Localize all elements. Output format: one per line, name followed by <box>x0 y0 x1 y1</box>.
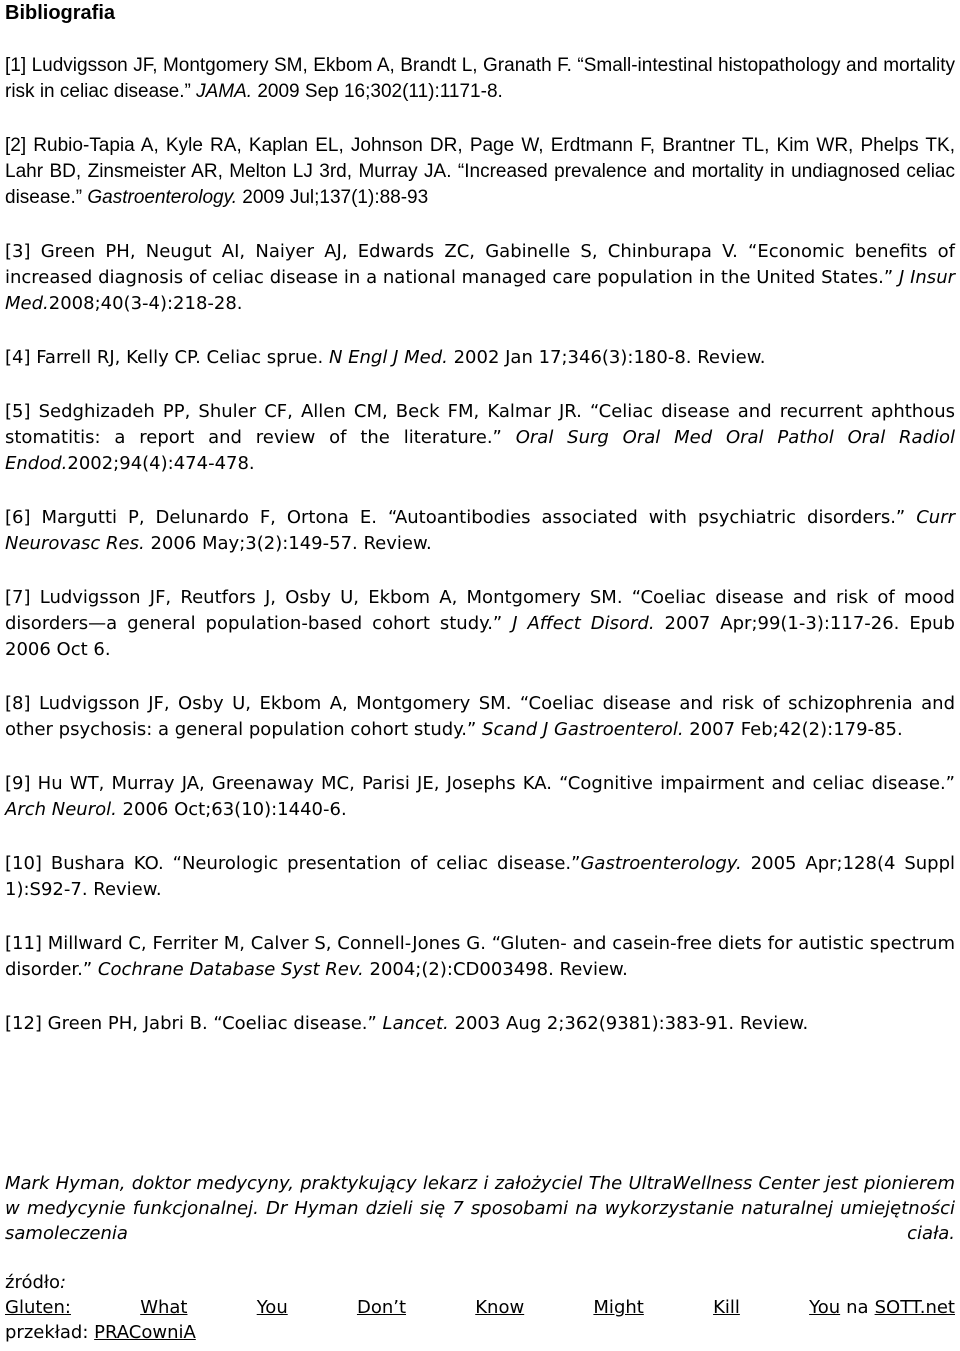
reference-item <box>5 691 955 743</box>
journal-name: Scand J Gastroenterol. <box>482 719 684 740</box>
journal-name: Curr Neurovasc Res. <box>5 507 955 554</box>
source-title-word: Kill <box>713 1297 740 1318</box>
reference-text: 2006 May;3(2):149-57. Review. <box>144 533 432 554</box>
reference-item <box>5 771 955 823</box>
source-label-text: źródło <box>5 1272 61 1293</box>
reference-text: 2007 Feb;42(2):179-85. <box>683 719 903 740</box>
translation-label: przekład: <box>5 1322 89 1343</box>
reference-text: [6] Margutti P, Delunardo F, Ortona E. “Autoantibodies associated with psychiatric disorders.” <box>5 507 917 528</box>
reference-text: [12] Green PH, Jabri B. “Coeliac disease.” <box>5 1013 383 1034</box>
source-title-word: Know <box>475 1297 525 1318</box>
reference-text: [10] Bushara KO. “Neurologic presentation of celiac disease.” <box>5 853 581 874</box>
reference-item <box>5 133 955 211</box>
reference-item <box>5 399 955 477</box>
reference-text: 2002;94(4):474-478. <box>67 453 255 474</box>
source-article-link[interactable] <box>5 1295 840 1320</box>
reference-text: 2006 Oct;63(10):1440-6. <box>116 799 347 820</box>
reference-text: [2] Rubio-Tapia A, Kyle RA, Kaplan EL, Johnson DR, Page W, Erdtmann F, Brantner TL, Kim WR, Phelps TK, Lahr BD, Zinsmeister AR, Melton LJ 3rd, Murray JA. “Increased prevalence and mortality in undiagnosed celiac disease.” <box>5 135 955 208</box>
journal-name: Gastroenterology. <box>580 853 742 874</box>
reference-item <box>5 585 955 663</box>
journal-name: Cochrane Database Syst Rev. <box>97 959 364 980</box>
reference-item <box>5 851 955 903</box>
reference-text: 2009 Jul;137(1):88-93 <box>237 187 429 208</box>
reference-item <box>5 931 955 983</box>
reference-text: [11] Millward C, Ferriter M, Calver S, Connell-Jones G. “Gluten- and casein-free diets for autistic spectrum disorder.” <box>5 933 955 980</box>
reference-item <box>5 239 955 317</box>
source-title-word: Gluten: <box>5 1297 71 1318</box>
source-title-word: What <box>140 1297 188 1318</box>
reference-text: [4] Farrell RJ, Kelly CP. Celiac sprue. <box>5 347 329 368</box>
journal-name: N Engl J Med. <box>328 347 448 368</box>
reference-text: 2003 Aug 2;362(9381):383-91. Review. <box>448 1013 809 1034</box>
reference-text: 2009 Sep 16;302(11):1171-8. <box>252 81 503 102</box>
reference-item <box>5 345 955 371</box>
journal-name: Arch Neurol. <box>5 799 117 820</box>
reference-text: 2005 Apr;128(4 Suppl 1):S92-7. Review. <box>5 853 956 900</box>
reference-text: 2008;40(3-4):218-28. <box>48 293 243 314</box>
reference-text: 2004;(2):CD003498. Review. <box>363 959 628 980</box>
reference-text: [1] Ludvigsson JF, Montgomery SM, Ekbom A, Brandt L, Granath F. “Small-intestinal histopathology and mortality risk in celiac disease.” <box>5 55 955 102</box>
reference-item <box>5 1011 955 1037</box>
journal-name: Gastroenterology. <box>87 187 237 208</box>
reference-text: 2002 Jan 17;346(3):180-8. Review. <box>447 347 766 368</box>
reference-text: 2007 Apr;99(1-3):117-26. Epub 2006 Oct 6. <box>5 613 955 660</box>
journal-name: J Affect Disord. <box>512 613 655 634</box>
journal-name: Oral Surg Oral Med Oral Pathol Oral Radiol Endod. <box>5 427 956 474</box>
journal-name: JAMA. <box>196 81 253 102</box>
source-site-link[interactable]: SOTT.net <box>874 1297 955 1318</box>
reference-text: [5] Sedghizadeh PP, Shuler CF, Allen CM, Beck FM, Kalmar JR. “Celiac disease and recurrent aphthous stomatitis: a report and review of the literature.” <box>5 401 955 448</box>
reference-text: [9] Hu WT, Murray JA, Greenaway MC, Parisi JE, Josephs KA. “Cognitive impairment and celiac disease.” <box>5 773 955 794</box>
source-title-word: You <box>809 1297 841 1318</box>
reference-list <box>5 53 955 1065</box>
reference-text: [3] Green PH, Neugut AI, Naiyer AJ, Edwards ZC, Gabinelle S, Chinburapa V. “Economic benefits of increased diagnosis of celiac disease in a national managed care population in the United States.” <box>5 241 955 288</box>
source-block <box>5 1270 955 1345</box>
journal-name: J Insur Med. <box>5 267 955 314</box>
reference-text: [7] Ludvigsson JF, Reutfors J, Osby U, Ekbom A, Montgomery SM. “Coeliac disease and risk of mood disorders—a general population-based cohort study.” <box>5 587 955 634</box>
source-title-word: Don’t <box>356 1297 407 1318</box>
source-title-word: Might <box>593 1297 644 1318</box>
source-line <box>5 1295 955 1320</box>
reference-item <box>5 505 955 557</box>
reference-text: [8] Ludvigsson JF, Osby U, Ekbom A, Montgomery SM. “Coeliac disease and risk of schizophrenia and other psychosis: a general population cohort study.” <box>5 693 955 740</box>
footer <box>5 1171 955 1345</box>
source-title-word: You <box>256 1297 288 1318</box>
journal-name: Lancet. <box>382 1013 449 1034</box>
translation-line <box>5 1320 955 1345</box>
translator-link[interactable]: PRACowniA <box>94 1322 196 1343</box>
source-na: na <box>846 1297 869 1318</box>
source-label <box>5 1270 955 1295</box>
source-label-colon: : <box>60 1272 67 1293</box>
page-title: Bibliografia <box>5 2 116 24</box>
reference-item <box>5 53 955 105</box>
author-bio: Mark Hyman, doktor medycyny, praktykujący lekarz i założyciel The UltraWellness Center jest pionierem w medycynie funkcjonalnej. Dr Hyman dzieli się 7 sposobami na wykorzystanie naturalnej umiejętności samoleczenia ciała. <box>5 1173 955 1244</box>
